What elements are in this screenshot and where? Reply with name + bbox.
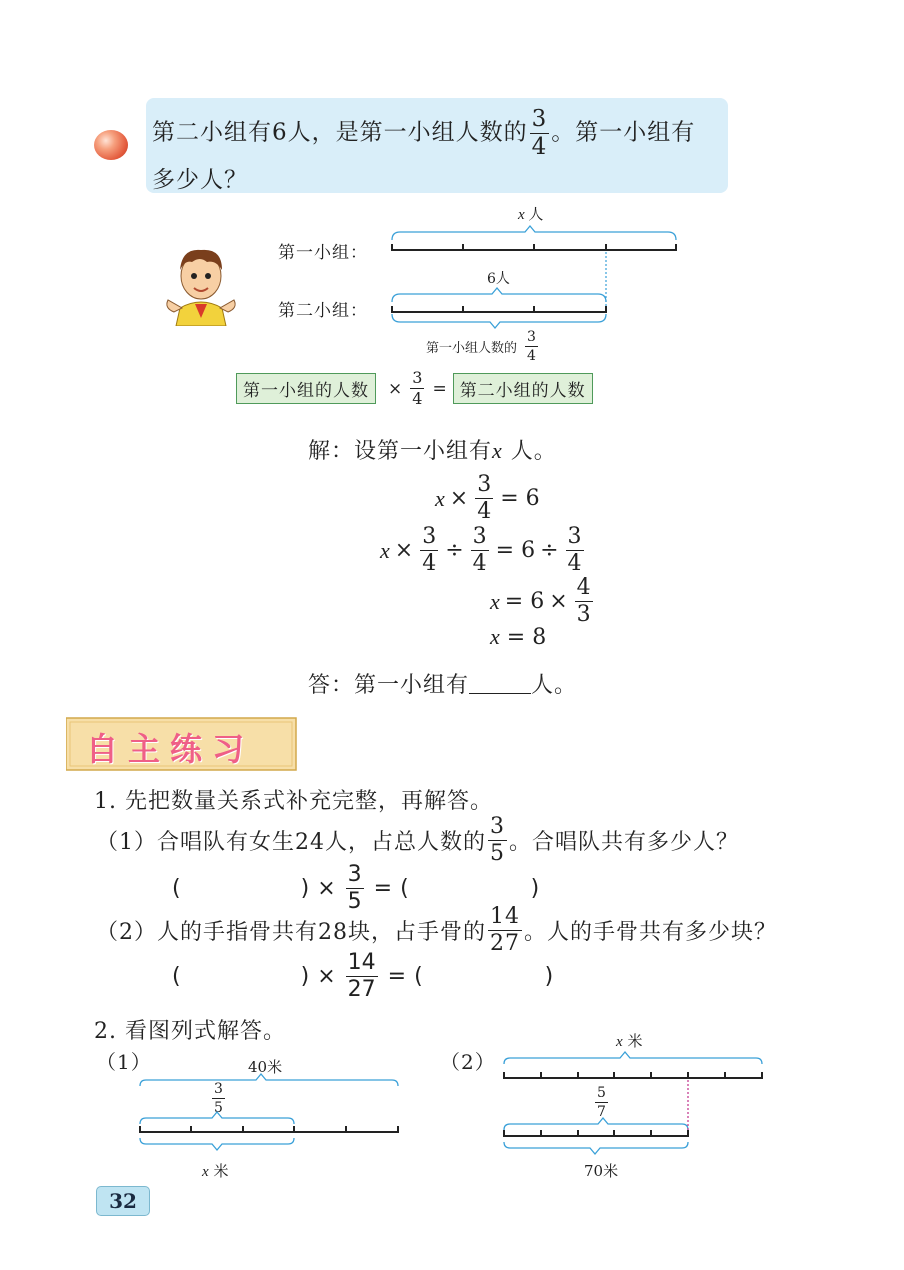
problem-line1-prefix: 第二小组有6人，是第一小组人数的 bbox=[152, 119, 528, 146]
group1-top-brace bbox=[392, 226, 676, 240]
q2b-fraction: $\frac{5}{7}$ bbox=[597, 1085, 606, 1120]
practice-banner-title: 自主练习 bbox=[86, 730, 255, 768]
q1b-formula: ( ) × $\frac{14}{27}$ = ( ) bbox=[172, 950, 554, 1002]
problem-line2: 多少人？ bbox=[152, 167, 248, 193]
bullet-ball-icon bbox=[94, 130, 128, 160]
line-diagram-1 bbox=[380, 220, 690, 340]
q2b-label: （2） bbox=[440, 1050, 496, 1074]
q2b-top-label: x 米 bbox=[616, 1032, 643, 1050]
cartoon-boy-icon bbox=[160, 238, 242, 326]
group2-label: 第二小组： bbox=[278, 301, 368, 321]
group2-brace-label: 6人 bbox=[487, 271, 510, 287]
group2-bottom-label: 第一小组人数的 $\frac{3}{4}$ bbox=[426, 329, 536, 364]
q2a-top-label: 40米 bbox=[248, 1058, 283, 1076]
group1-brace-label: x 人 bbox=[518, 207, 544, 223]
problem-fraction: $\frac{3}{4}$ bbox=[531, 106, 548, 160]
q1a-formula: ( ) × $\frac{3}{5}$ = ( ) bbox=[172, 862, 540, 914]
q2a-label: （1） bbox=[96, 1050, 152, 1074]
q2-title: 2. 看图列式解答。 bbox=[94, 1019, 286, 1044]
q2b-bottom-label: 70米 bbox=[584, 1162, 619, 1180]
q2a-fraction: $\frac{3}{5}$ bbox=[214, 1081, 223, 1116]
quantity-relation: 第一小组的人数 × $\frac{3}{4}$ = 第二小组的人数 bbox=[236, 370, 593, 407]
line-diagram-2a bbox=[130, 1070, 410, 1165]
q1b-text: （2）人的手指骨共有28块，占手骨的 $\frac{14}{27}$ 。人的手骨共有多少块？ bbox=[96, 904, 778, 956]
equation-line-3: x = 6 × $\frac{4}{3}$ bbox=[490, 575, 591, 627]
equation-line-4: x = 8 bbox=[490, 624, 547, 650]
equation-line-1: x × $\frac{3}{4}$ = 6 bbox=[435, 472, 540, 524]
problem-line1-suffix: 。第一小组有 bbox=[551, 119, 696, 146]
page-number: 32 bbox=[96, 1186, 150, 1216]
solution-answer: 答：第一小组有 人。 bbox=[308, 673, 578, 698]
answer-blank[interactable] bbox=[469, 693, 531, 694]
group2-top-brace bbox=[392, 288, 606, 302]
relation-left-box: 第一小组的人数 bbox=[236, 373, 376, 404]
equation-line-2: x × $\frac{3}{4}$ ÷ $\frac{3}{4}$ = 6 ÷ $\frac{3}{4}$ bbox=[380, 524, 582, 576]
practice-banner bbox=[66, 716, 298, 772]
q2a-bottom-label: x 米 bbox=[202, 1162, 229, 1180]
q1-title: 1. 先把数量关系式补充完整，再解答。 bbox=[94, 789, 493, 814]
line-diagram-2b bbox=[494, 1050, 774, 1160]
q1a-text: （1）合唱队有女生24人，占总人数的 $\frac{3}{5}$ 。合唱队共有多少人？ bbox=[96, 814, 740, 866]
relation-right-box: 第二小组的人数 bbox=[453, 373, 593, 404]
group1-label: 第一小组： bbox=[278, 243, 368, 263]
group2-bottom-brace bbox=[392, 314, 606, 328]
solution-setup: 解：设第一小组有x 人。 bbox=[308, 438, 557, 464]
problem-text bbox=[152, 108, 722, 201]
